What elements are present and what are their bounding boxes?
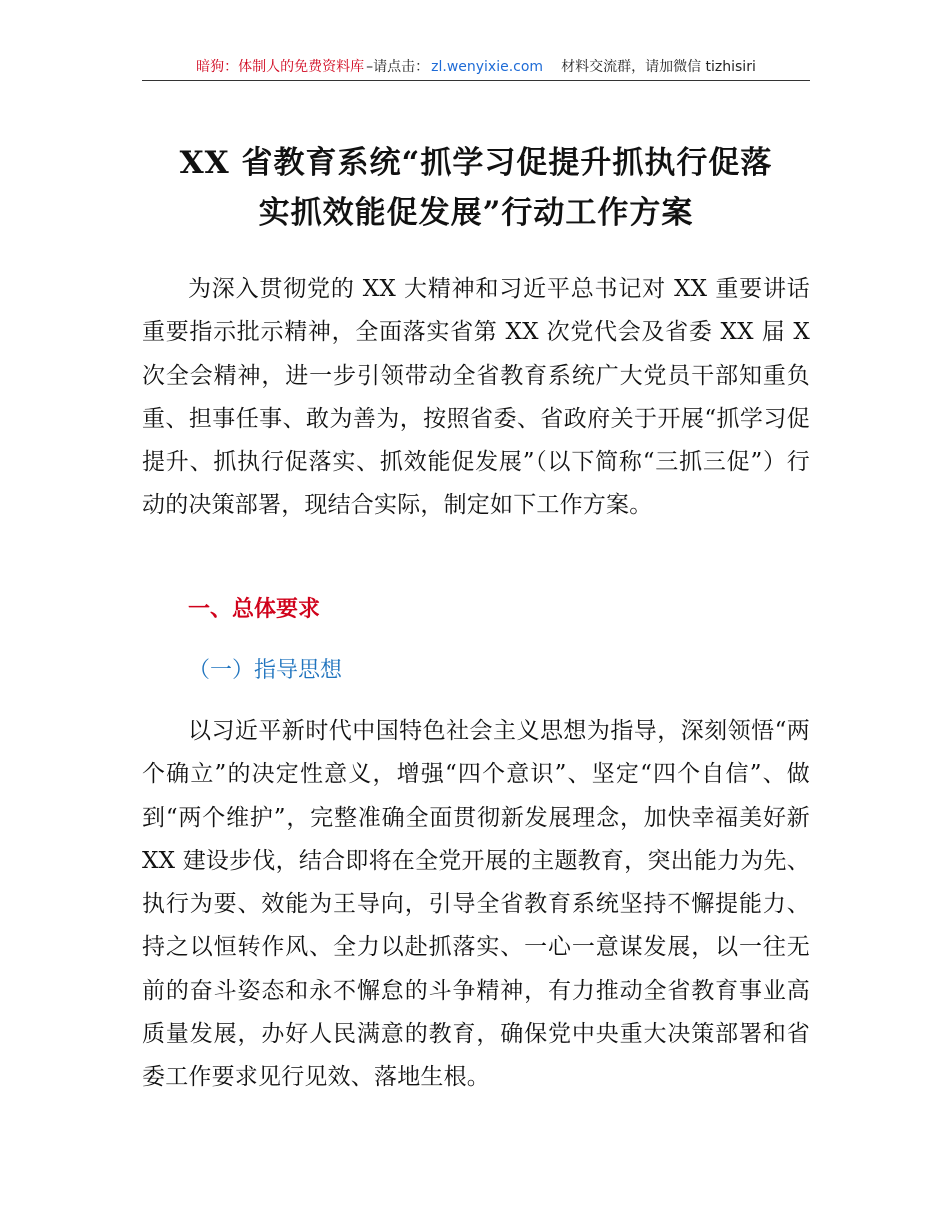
click-prompt: –请点击： [366,59,430,75]
site-link[interactable]: zl.wenyixie.com [431,59,544,75]
subsection-heading: （一）指导思想 [188,658,343,683]
title-line-1: XX 省教育系统“抓学习促提升抓执行促落 [179,145,773,181]
page-header [142,56,810,81]
section-heading: 一、总体要求 [188,597,321,622]
guiding-thought-paragraph: 以习近平新时代中国特色社会主义思想为指导，深刻领悟“两个确立”的决定性意义，增强“四个意识”、坚定“四个自信”、做到“两个维护”，完整准确全面贯彻新发展理念，加快幸福美好新 XX 建设步伐，结合即将在全党开展的主题教育，突出能力为先、执行为要、效能为王导向，引导全省教育系统坚持不懈提能力、持之以恒转作风、全力以赴抓落实、一心一意谋发展，以一往无前的奋斗姿态和永不懈怠的斗争精神，有力推动全省教育事业高质量发展，办好人民满意的教育，确保党中央重大决策部署和省委工作要求见行见效、落地生根。 [142,718,810,1091]
document-title [142,138,810,238]
contact-info: 材料交流群，请加微信 tizhisiri [561,59,756,75]
site-brand: 暗狗：体制人的免费资料库 [196,59,365,75]
intro-paragraph: 为深入贯彻党的 XX 大精神和习近平总书记对 XX 重要讲话重要指示批示精神，全面落实省第 XX 次党代会及省委 XX 届 X 次全会精神，进一步引领带动全省教育系统广大党员干部知重负重、担事任事、敢为善为，按照省委、省政府关于开展“抓学习促提升、抓执行促落实、抓效能促发展”（以下简称“三抓三促”）行动的决策部署，现结合实际，制定如下工作方案。 [142,276,810,519]
title-line-2: 实抓效能促发展”行动工作方案 [258,195,694,231]
